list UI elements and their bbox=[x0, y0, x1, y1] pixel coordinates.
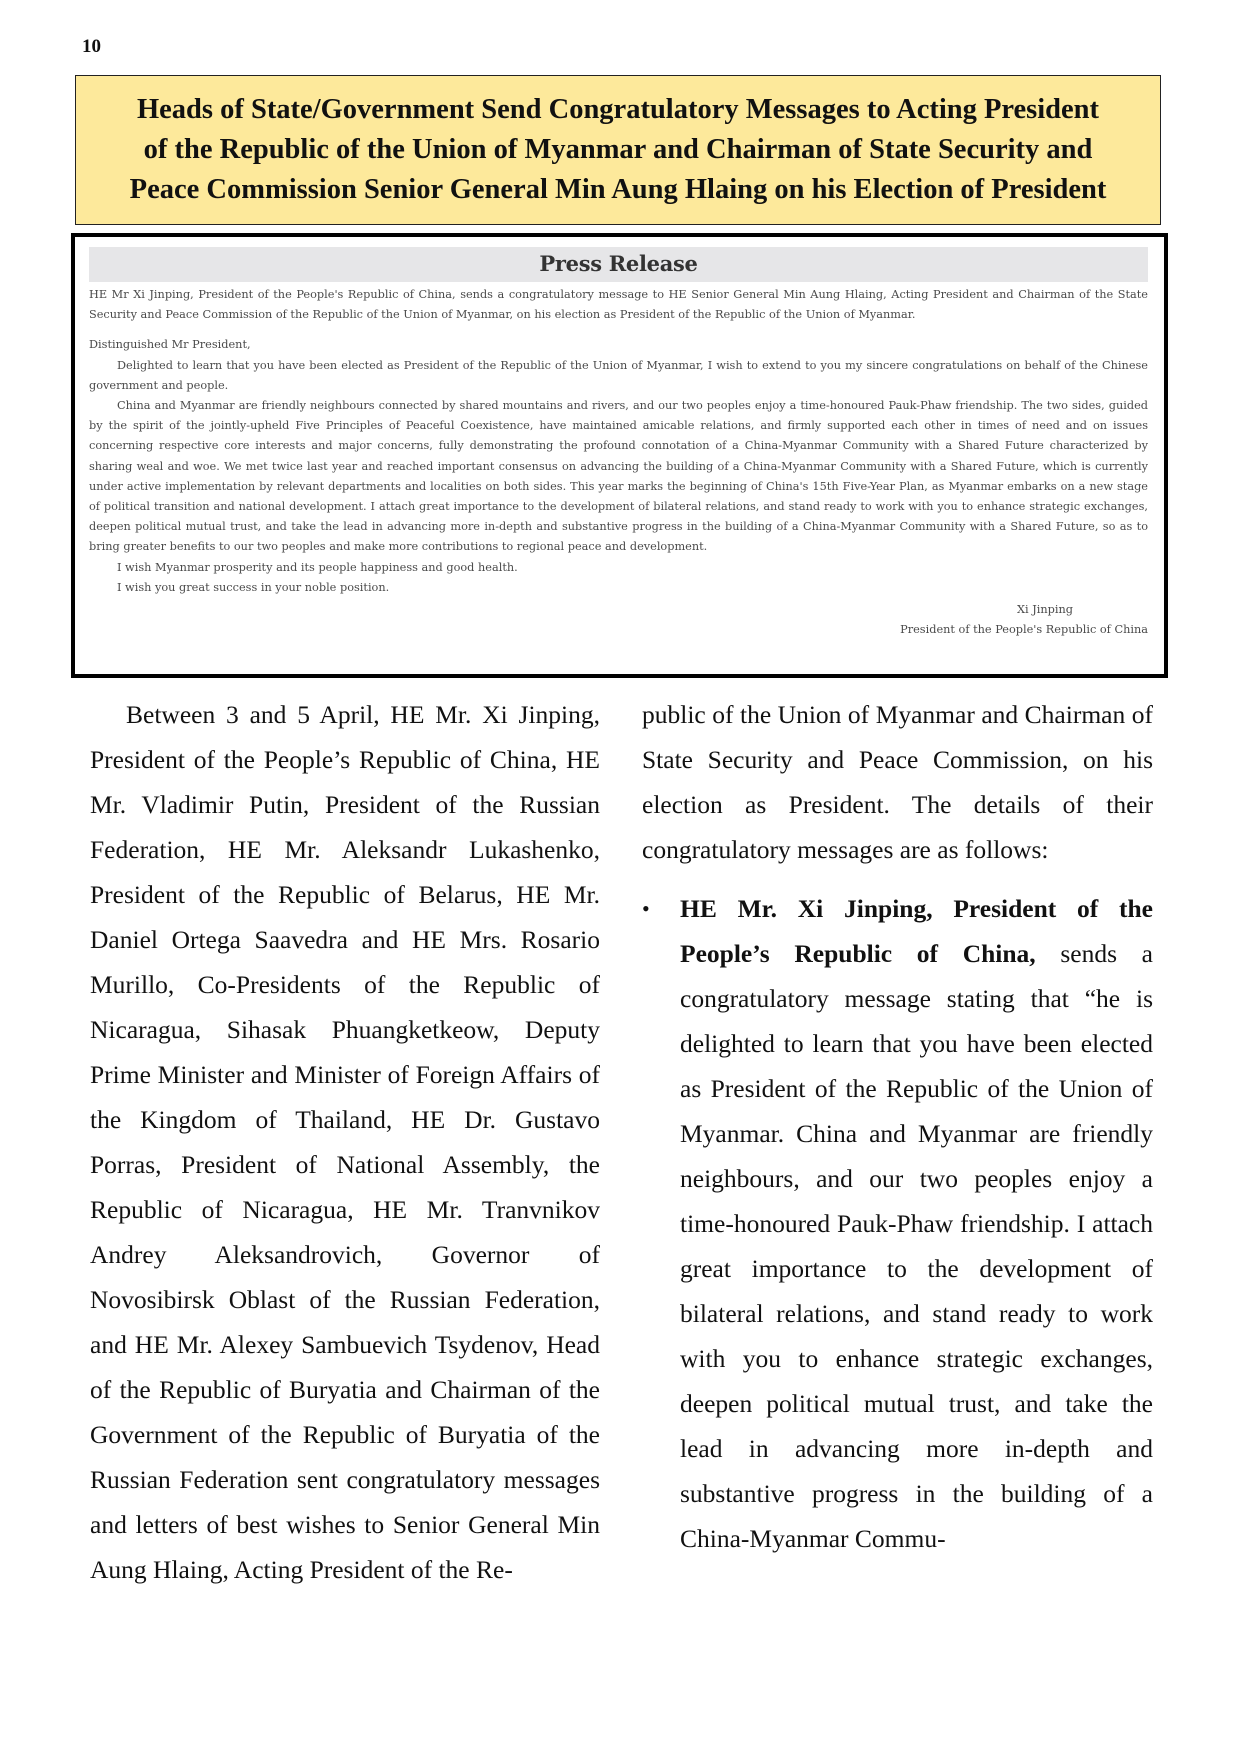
press-release-signature bbox=[89, 600, 1148, 640]
press-release-paragraph: Delighted to learn that you have been elected as President of the Republic of the Union of Myanmar, I wish to extend to you my sincere congratulations on behalf of the Chinese government and people. bbox=[89, 358, 1148, 392]
headline-box bbox=[75, 75, 1161, 225]
headline-line: Peace Commission Senior General Min Aung Hlaing on his Election of President bbox=[129, 174, 1107, 205]
press-release-paragraph: I wish you great success in your noble position. bbox=[117, 580, 390, 594]
signature-name: Xi Jinping bbox=[1016, 603, 1073, 617]
bullet-body: sends a congratulatory message stating that “he is delighted to learn that you have been elected as President of the Republic of the Union of Myanmar. China and Myanmar are friendly neighbours, and our two peoples enjoy a time-honoured Pauk-Phaw friendship. I attach great importance to the development of bilateral relations, and stand ready to work with you to enhance strategic exchanges, deepen political mutual trust, and take the lead in advancing more in-depth and substantive progress in the building of a China-Myanmar Commu- bbox=[680, 939, 1153, 1553]
article-paragraph: Between 3 and 5 April, HE Mr. Xi Jinping, President of the People’s Republic of China, HE Mr. Vladimir Putin, President of the Russian Federation, HE Mr. Aleksandr Lukashenko, President of the Republic of Belarus, HE Mr. Daniel Ortega Saavedra and HE Mrs. Rosario Murillo, Co-Presidents of the Republic of Nicaragua, Sihasak Phuangketkeow, Deputy Prime Minister and Minister of Foreign Affairs of the Kingdom of Thailand, HE Dr. Gustavo Porras, President of National Assembly, the Republic of Nicaragua, HE Mr. Tranvnikov Andrey Aleksandrovich, Governor of Novosibirsk Oblast of the Russian Federation, and HE Mr. Alexey Sambuevich Tsydenov, Head of the Republic of Buryatia and Chairman of the Government of the Republic of Buryatia of the Russian Federation sent congratulatory messages and letters of best wishes to Senior General Min Aung Hlaing, Acting President of the Re- bbox=[90, 700, 600, 1584]
press-release-intro: HE Mr Xi Jinping, President of the People's Republic of China, sends a congratulatory message to HE Senior General Min Aung Hlaing, Acting President and Chairman of the State Security and Peace Commission of the Republic of the Union of Myanmar, on his election as President of the Republic of the Union of Myanmar. bbox=[89, 288, 1148, 322]
press-release-salutation: Distinguished Mr President, bbox=[89, 338, 251, 352]
press-release-image bbox=[71, 233, 1168, 678]
press-release-title: Press Release bbox=[539, 251, 698, 277]
press-release-paragraph: China and Myanmar are friendly neighbours connected by shared mountains and rivers, and our two peoples enjoy a time-honoured Pauk-Phaw friendship. The two sides, guided by the spirit of the jointly-upheld Five Principles of Peaceful Coexistence, have maintained amicable relations, and firmly supported each other in times of need and on issues concerning respective core interests and major concerns, fully demonstrating the profound connotation of a China-Myanmar Community with a Shared Future characterized by sharing weal and woe. We met twice last year and reached important consensus on advancing the building of a China-Myanmar Community with a Shared Future, which is currently under active implementation by relevant departments and localities on both sides. This year marks the beginning of China's 15th Five-Year Plan, as Myanmar embarks on a new stage of political transition and national development. I attach great importance to the development of bilateral relations, and stand ready to work with you to enhance strategic exchanges, deepen political mutual trust, and take the lead in advancing more in-depth and substantive progress in the building of a China-Myanmar Community with a Shared Future, so as to bring greater benefits to our two peoples and make more contributions to regional peace and development. bbox=[89, 399, 1148, 554]
article-paragraph-continuation: public of the Union of Myanmar and Chairman of State Security and Peace Commission, on his election as President. The details of their congratulatory messages are as follows: bbox=[642, 700, 1153, 864]
signature-title: President of the People's Republic of China bbox=[900, 623, 1148, 637]
article-right-column bbox=[642, 692, 1153, 1561]
bullet-text bbox=[680, 886, 1153, 1561]
bullet-bold-lead: HE Mr. Xi Jinping, President of the People’s Republic of China, bbox=[680, 894, 1153, 968]
article-left-column bbox=[90, 692, 600, 1592]
page-number: 10 bbox=[82, 36, 101, 57]
bullet-item bbox=[642, 886, 1153, 1561]
headline-line: Heads of State/Government Send Congratulatory Messages to Acting President bbox=[136, 94, 1100, 125]
press-release-title-bar bbox=[89, 247, 1148, 282]
bullet-icon: • bbox=[642, 896, 650, 921]
press-release-paragraph: I wish Myanmar prosperity and its people happiness and good health. bbox=[117, 560, 518, 574]
press-release-content bbox=[89, 247, 1148, 668]
headline-line: of the Republic of the Union of Myanmar and Chairman of State Security and bbox=[143, 134, 1093, 165]
